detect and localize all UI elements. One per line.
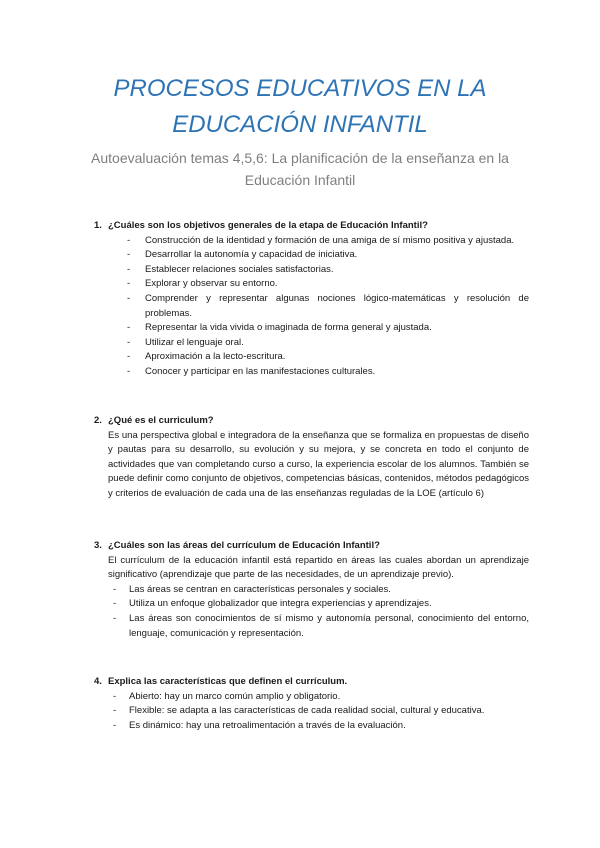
question-3-section — [94, 539, 529, 641]
answer-list — [94, 690, 529, 734]
list-item: - Flexible: se adapta a las características de cada realidad social, cultural y educativa. — [94, 704, 529, 719]
answer-paragraph: Es una perspectiva global e integradora de la enseñanza que se formaliza en propuestas de diseño y pautas para su desarrollo, su evolución y su mejora, y se concreta en todo el conjunto de actividades que van completando curso a curso, la experiencia escolar de los alumnos. También se puede definir como conjunto de objetivos, competencias básicas, contenidos, métodos pedagógicos y criterios de evaluación de cada una de las enseñanzas reguladas de la LOE (artículo 6) — [108, 429, 529, 499]
question-4-section — [94, 675, 529, 733]
list-item: - Las áreas son conocimientos de sí mismo y autonomía personal, conocimiento del entorno, lenguaje, comunicación y representación. — [94, 612, 529, 641]
question-heading — [94, 414, 529, 429]
question-text: ¿Cuáles son los objetivos generales de la etapa de Educación Infantil? — [108, 220, 428, 231]
title-line: PROCESOS EDUCATIVOS EN LA — [113, 75, 487, 102]
question-text: Explica las características que definen el currículum. — [108, 676, 348, 687]
question-text: ¿Cuáles son las áreas del currículum de Educación Infantil? — [108, 540, 380, 551]
question-heading — [94, 219, 529, 234]
list-item: - Las áreas se centran en características personales y sociales. — [94, 583, 529, 598]
list-item: - Utilizar el lenguaje oral. — [94, 336, 529, 351]
list-item: - Representar la vida vivida o imaginada de forma general y ajustada. — [94, 321, 529, 336]
list-item: - Explorar y observar su entorno. — [94, 277, 529, 292]
question-number: 4. — [94, 676, 102, 687]
answer-paragraph: El currículum de la educación infantil está repartido en áreas las cuales abordan un aprendizaje significativo (aprendizaje que parte de las necesidades, de un aprendizaje previo). — [108, 554, 529, 581]
list-item: - Utiliza un enfoque globalizador que integra experiencias y aprendizajes. — [94, 597, 529, 612]
subtitle-line: Autoevaluación temas 4,5,6: La planificación de la enseñanza en la — [91, 150, 509, 166]
list-item: - Construcción de la identidad y formación de una amiga de sí mismo positiva y ajustada. — [94, 234, 529, 249]
document-title — [0, 71, 600, 143]
question-number: 3. — [94, 540, 102, 551]
question-number: 2. — [94, 415, 102, 426]
question-heading — [94, 539, 529, 554]
question-2-section — [94, 414, 529, 502]
list-item: - Abierto: hay un marco común amplio y obligatorio. — [94, 690, 529, 705]
list-item: - Comprender y representar algunas nociones lógico-matemáticas y resolución de problemas. — [94, 292, 529, 321]
question-heading — [94, 675, 529, 690]
question-text: ¿Qué es el curriculum? — [108, 415, 214, 426]
list-item: - Establecer relaciones sociales satisfactorias. — [94, 263, 529, 278]
question-number: 1. — [94, 220, 102, 231]
document-subtitle — [40, 147, 560, 191]
list-item: - Desarrollar la autonomía y capacidad de iniciativa. — [94, 248, 529, 263]
list-item: - Conocer y participar en las manifestaciones culturales. — [94, 365, 529, 380]
answer-list — [94, 234, 529, 380]
title-line: EDUCACIÓN INFANTIL — [172, 111, 428, 138]
question-1-section — [94, 219, 529, 380]
list-item: - Es dinámico: hay una retroalimentación a través de la evaluación. — [94, 719, 529, 734]
answer-list — [94, 583, 529, 641]
list-item: - Aproximación a la lecto-escritura. — [94, 350, 529, 365]
subtitle-line: Educación Infantil — [244, 172, 356, 188]
